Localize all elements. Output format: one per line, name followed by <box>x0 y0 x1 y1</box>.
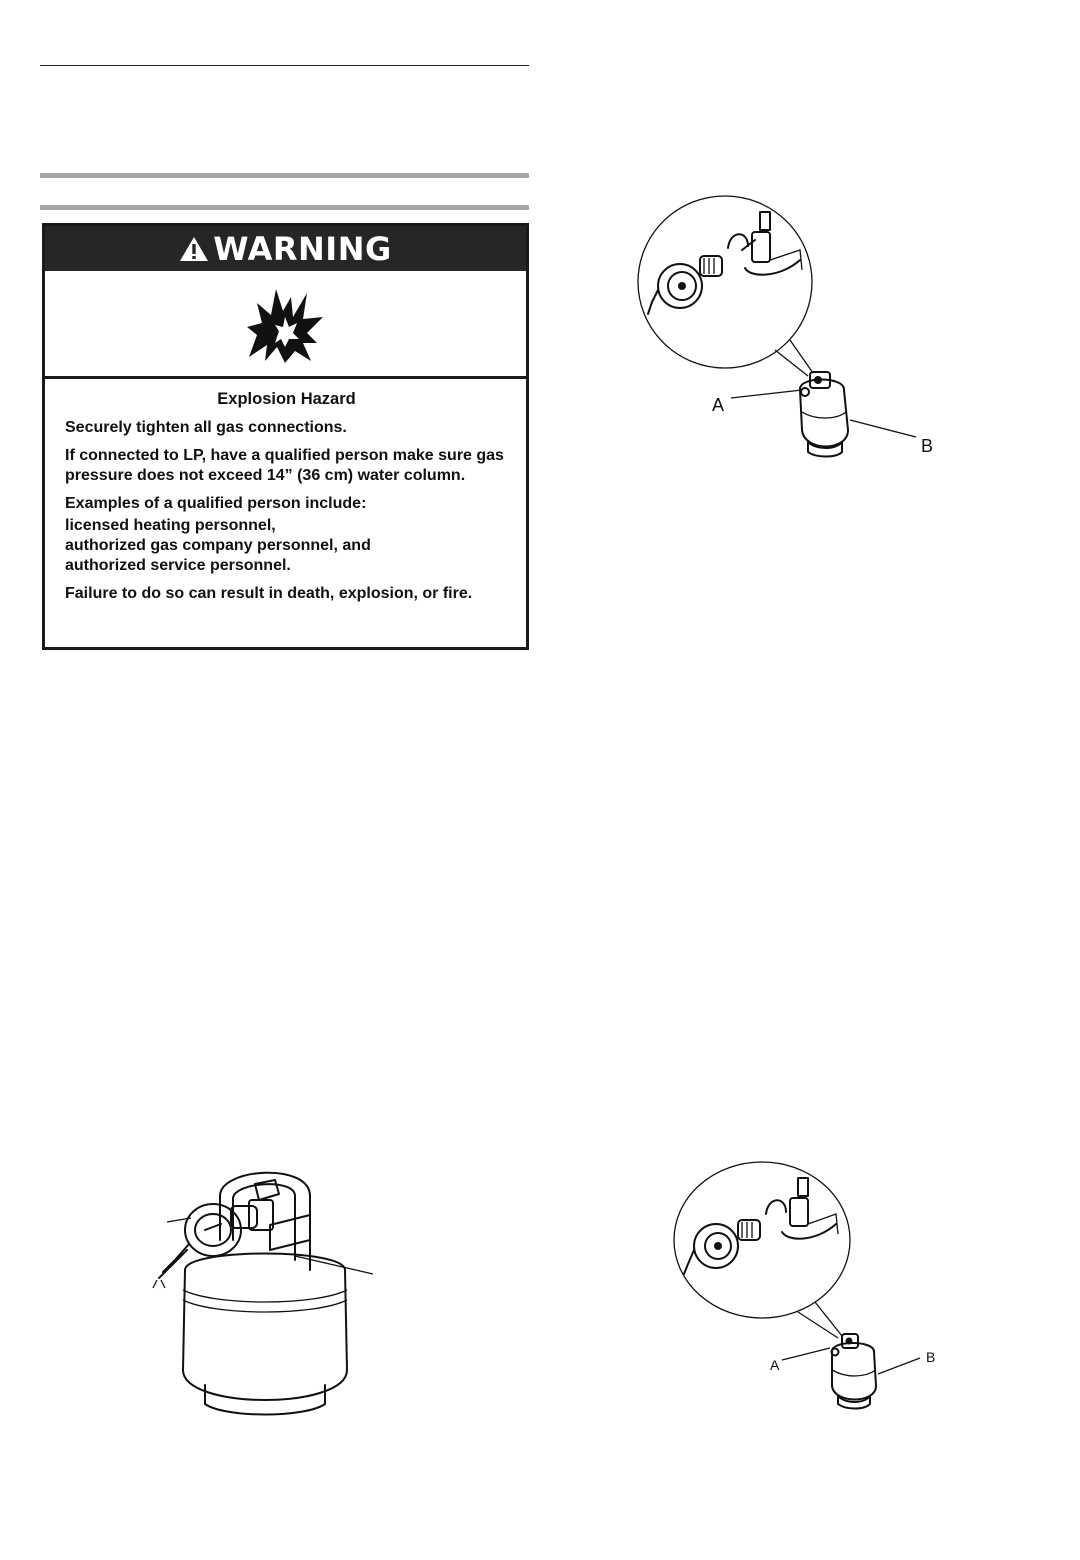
lp-tank-regulator-icon <box>153 1173 373 1415</box>
warning-title: WARNING <box>213 229 392 268</box>
figure-top-label-a: A <box>712 395 725 415</box>
explosion-icon <box>245 283 327 365</box>
top-divider <box>40 65 529 66</box>
warning-line-1: Securely tighten all gas connections. <box>65 419 347 436</box>
lp-tank-magnified-figure-bottom <box>670 1160 950 1415</box>
lp-tank-magnified-icon-2 <box>674 1162 920 1409</box>
warning-line-5: authorized gas company personnel, and <box>65 537 371 554</box>
warning-box <box>42 223 529 650</box>
figure-top-label-b: B <box>921 436 934 456</box>
warning-body <box>45 379 526 604</box>
section-divider-2 <box>40 205 529 210</box>
warning-header <box>45 226 526 271</box>
section-divider-1 <box>40 173 529 178</box>
lp-tank-magnified-icon <box>638 196 916 457</box>
lp-tank-magnified-figure-top <box>630 190 950 465</box>
warning-line-3: Examples of a qualified person include: <box>65 495 367 512</box>
warning-line-2: If connected to LP, have a qualified person make sure gas pressure does not exceed 14” (36 cm) water column. <box>65 447 504 484</box>
warning-line-4: licensed heating personnel, <box>65 517 276 534</box>
warning-triangle-icon <box>179 236 209 262</box>
warning-line-6: authorized service personnel. <box>65 557 291 574</box>
figure-bottom-label-a: A <box>770 1357 780 1373</box>
warning-line-7: Failure to do so can result in death, explosion, or fire. <box>65 585 473 602</box>
lp-tank-regulator-figure <box>145 1160 385 1420</box>
figure-bottom-label-b: B <box>926 1349 936 1365</box>
explosion-icon-area <box>45 271 526 379</box>
hazard-title: Explosion Hazard <box>217 390 356 408</box>
